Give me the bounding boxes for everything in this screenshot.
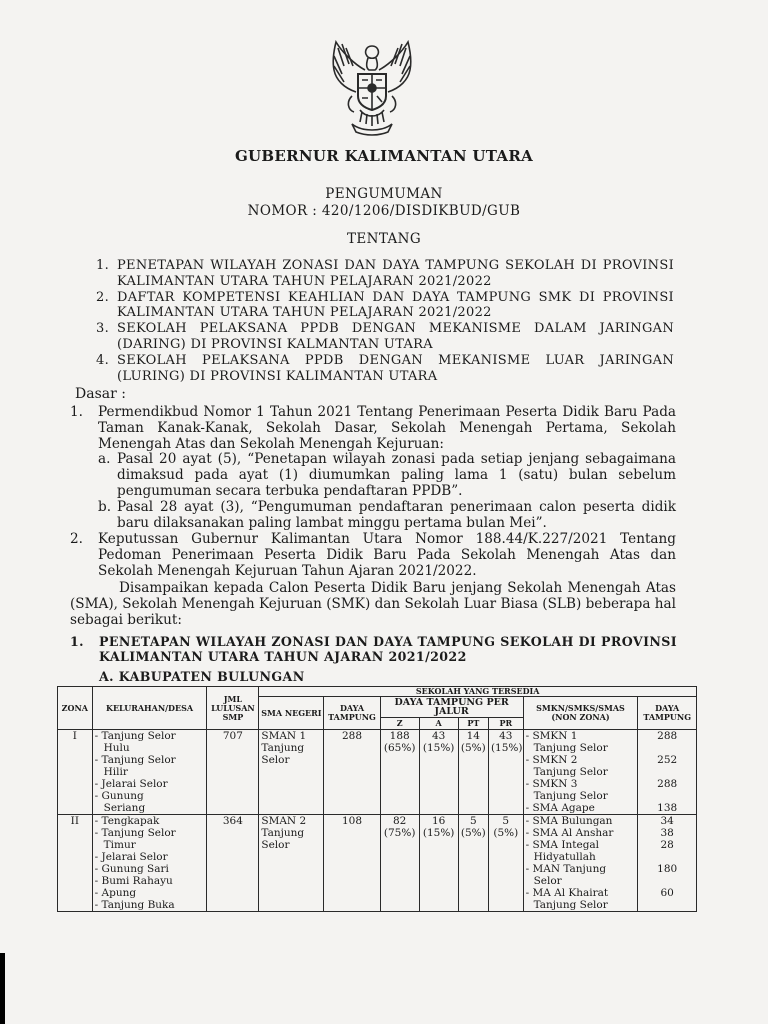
nonzona-item: Tanjung Selor <box>533 899 608 911</box>
village-item: Seriang <box>103 802 146 814</box>
announcement-label: PENGUMUMAN <box>325 186 443 202</box>
a-cell <box>419 815 458 912</box>
nonzona-item: Tanjung Selor <box>533 790 608 802</box>
nonzona-item: Hidyatullah <box>533 851 596 863</box>
subitem-text: Pasal 20 ayat (5), “Penetapan wilayah zonasi pada setiap jenjang sebagaimana dimaksud pada ayat (1) diumumkan paling lama 1 (satu) bulan sebelum pengumuman secara terbuka pendaftaran PPDB”. <box>117 451 676 499</box>
z-value: 188 <box>389 730 410 742</box>
zona-cell: I <box>58 730 93 815</box>
village-item: - Bumi Rahayu <box>94 875 173 887</box>
pt-percent: (5%) <box>460 742 486 754</box>
village-item: Hilir <box>103 766 128 778</box>
zoning-table <box>57 686 697 912</box>
header-daya-tampung: DAYA TAMPUNG <box>324 697 380 730</box>
nonzona-item: Tanjung Selor <box>533 742 608 754</box>
a-percent: (15%) <box>422 742 455 754</box>
topic-list <box>96 258 674 384</box>
z-cell <box>380 730 419 815</box>
village-cell <box>92 815 207 912</box>
z-percent: (75%) <box>383 827 416 839</box>
sma-line: SMAN 1 <box>261 730 307 742</box>
jml-cell: 364 <box>207 815 259 912</box>
header-daya-tampung-nonzona: DAYA TAMPUNG <box>638 697 697 730</box>
garuda-emblem-icon <box>322 36 422 138</box>
governor-title: GUBERNUR KALIMANTAN UTARA <box>234 147 534 165</box>
nonzona-item: - SMA Bulungan <box>525 815 613 827</box>
village-item: - Tanjung Selor <box>94 730 176 742</box>
a-cell <box>419 730 458 815</box>
nonzona-daya: 38 <box>660 827 674 839</box>
header-a: A <box>419 718 458 730</box>
nonzona-daya-cell <box>638 815 697 912</box>
sma-cell <box>259 815 324 912</box>
section-heading <box>70 634 680 664</box>
header-pt: PT <box>458 718 488 730</box>
about-label: TENTANG <box>346 231 422 247</box>
basis-item <box>70 532 676 579</box>
nonzona-daya: 180 <box>657 863 678 875</box>
nonzona-daya: 138 <box>657 802 678 814</box>
subitem-text: Pasal 28 ayat (3), “Pengumuman pendaftaran penerimaan calon peserta didik baru dilaksanakan paling lambat minggu pertama bulan Mei”. <box>117 498 676 531</box>
sma-line: SMAN 2 <box>261 815 307 827</box>
nonzona-daya: 34 <box>660 815 674 827</box>
pr-cell <box>488 730 523 815</box>
nonzona-item: - MA Al Khairat <box>525 887 609 899</box>
nonzona-cell <box>523 815 638 912</box>
village-cell <box>92 730 207 815</box>
nonzona-item: - SMKN 1 <box>525 730 578 742</box>
basis-text: Permendikbud Nomor 1 Tahun 2021 Tentang Penerimaan Peserta Didik Baru Pada Taman Kanak-Kanak, Sekolah Dasar, Sekolah Menengah Pertama, Sekolah Menengah Atas dan Sekolah Menengah Kejuruan: <box>98 404 676 452</box>
intro-paragraph: Disampaikan kepada Calon Peserta Didik Baru jenjang Sekolah Menengah Atas (SMA), Sekolah Menengah Kejuruan (SMK) dan Sekolah Luar Biasa (SLB) beberapa hal sebagai berikut: <box>70 580 676 628</box>
village-item: - Tanjung Selor <box>94 754 176 766</box>
header-z: Z <box>380 718 419 730</box>
nonzona-item: - SMKN 3 <box>525 778 578 790</box>
village-item: - Jelarai Selor <box>94 851 168 863</box>
header-sma-negeri: SMA NEGERI <box>259 697 324 730</box>
pr-value: 43 <box>499 730 513 742</box>
pt-cell <box>458 815 488 912</box>
basis-number: 2. <box>70 531 83 548</box>
zona-cell: II <box>58 815 93 912</box>
pr-value: 5 <box>502 815 510 827</box>
village-item: - Tanjung Buka <box>94 899 175 911</box>
village-item: - Gunung Sari <box>94 863 169 875</box>
topic-number: 4. <box>96 352 110 368</box>
subitem-letter: b. <box>98 498 112 515</box>
nonzona-item: - SMA Al Anshar <box>525 827 614 839</box>
topic-number: 3. <box>96 321 110 337</box>
daya-cell: 108 <box>324 815 380 912</box>
header-pr: PR <box>488 718 523 730</box>
sma-line: Tanjung <box>261 827 305 839</box>
section-number: 1. <box>70 634 84 649</box>
header-zona: ZONA <box>58 687 93 730</box>
nonzona-daya: 28 <box>660 839 674 851</box>
village-item: - Tengkapak <box>94 815 160 827</box>
pt-value: 14 <box>466 730 480 742</box>
basis-list <box>70 405 676 580</box>
jml-cell: 707 <box>207 730 259 815</box>
nonzona-daya: 60 <box>660 887 674 899</box>
z-value: 82 <box>392 815 407 827</box>
pt-value: 5 <box>469 815 477 827</box>
pr-percent: (5%) <box>493 827 519 839</box>
nonzona-daya-cell <box>638 730 697 815</box>
sma-line: Selor <box>261 839 290 851</box>
daya-cell: 288 <box>324 730 380 815</box>
nonzona-cell <box>523 730 638 815</box>
nonzona-daya: 252 <box>657 754 678 766</box>
topic-item <box>96 290 674 322</box>
pt-percent: (5%) <box>460 827 486 839</box>
subitem-letter: a. <box>98 451 111 468</box>
announcement-number: NOMOR : 420/1206/DISDIKBUD/GUB <box>247 203 521 219</box>
topic-text: SEKOLAH PELAKSANA PPDB DENGAN MEKANISME LUAR JARINGAN (LURING) DI PROVINSI KALIMANTAN UTARA <box>117 352 674 384</box>
village-item: - Apung <box>94 887 137 899</box>
nonzona-daya: 288 <box>657 730 678 742</box>
sma-cell <box>259 730 324 815</box>
pr-cell <box>488 815 523 912</box>
header-sekolah-tersedia: SEKOLAH YANG TERSEDIA <box>259 687 697 697</box>
topic-number: 2. <box>96 289 110 305</box>
nonzona-item: - SMA Agape <box>525 802 595 814</box>
a-value: 16 <box>431 815 446 827</box>
header-non-zona: SMKN/SMKS/SMAS (NON ZONA) <box>523 697 638 730</box>
basis-subitem <box>98 500 676 532</box>
basis-subitem <box>98 452 676 499</box>
basis-text: Keputussan Gubernur Kalimantan Utara Nomor 188.44/K.227/2021 Tentang Pedoman Penerimaan Peserta Didik Baru Pada Sekolah Menengah Atas dan Sekolah Menengah Kejuruan Tahun Ajaran 2021/2022. <box>98 531 676 579</box>
table-row <box>58 730 697 815</box>
subsection-heading: A. KABUPATEN BULUNGAN <box>99 669 305 684</box>
a-value: 43 <box>431 730 446 742</box>
topic-item <box>96 258 674 290</box>
sma-line: Selor <box>261 754 290 766</box>
village-item: Hulu <box>103 742 130 754</box>
topic-text: SEKOLAH PELAKSANA PPDB DENGAN MEKANISME DALAM JARINGAN (DARING) DI PROVINSI KALMANTAN UTARA <box>117 321 674 352</box>
z-cell <box>380 815 419 912</box>
nonzona-item: - MAN Tanjung <box>525 863 607 875</box>
pt-cell <box>458 730 488 815</box>
a-percent: (15%) <box>422 827 455 839</box>
header-kelurahan: KELURAHAN/DESA <box>92 687 207 730</box>
village-item: Timur <box>103 839 136 851</box>
village-item: - Tanjung Selor <box>94 827 176 839</box>
scan-edge-mark <box>0 953 5 1024</box>
village-item: - Gunung <box>94 790 144 802</box>
basis-label: Dasar : <box>75 386 126 402</box>
nonzona-item: - SMKN 2 <box>525 754 578 766</box>
topic-item <box>96 353 674 385</box>
section-title: PENETAPAN WILAYAH ZONASI DAN DAYA TAMPUNG SEKOLAH DI PROVINSI KALIMANTAN UTARA TAHUN AJARAN 2021/2022 <box>99 634 678 664</box>
topic-text: PENETAPAN WILAYAH ZONASI DAN DAYA TAMPUNG SEKOLAH DI PROVINSI KALIMANTAN UTARA TAHUN PELAJARAN 2021/2022 <box>117 258 674 289</box>
topic-item <box>96 321 674 353</box>
pr-percent: (15%) <box>490 742 523 754</box>
z-percent: (65%) <box>383 742 416 754</box>
nonzona-daya: 288 <box>657 778 678 790</box>
topic-number: 1. <box>96 258 110 273</box>
nonzona-item: Selor <box>533 875 562 887</box>
village-item: - Jelarai Selor <box>94 778 168 790</box>
sma-line: Tanjung <box>261 742 305 754</box>
topic-text: DAFTAR KOMPETENSI KEAHLIAN DAN DAYA TAMPUNG SMK DI PROVINSI KALIMANTAN UTARA TAHUN PELAJARAN 2021/2022 <box>117 289 674 321</box>
header-jml-lulusan: JML LULUSAN SMP <box>207 687 259 730</box>
header-daya-per-jalur: DAYA TAMPUNG PER JALUR <box>380 697 523 718</box>
nonzona-item: Tanjung Selor <box>533 766 608 778</box>
basis-number: 1. <box>70 404 83 420</box>
nonzona-item: - SMA Integal <box>525 839 600 851</box>
basis-item <box>70 405 676 531</box>
table-row <box>58 815 697 912</box>
